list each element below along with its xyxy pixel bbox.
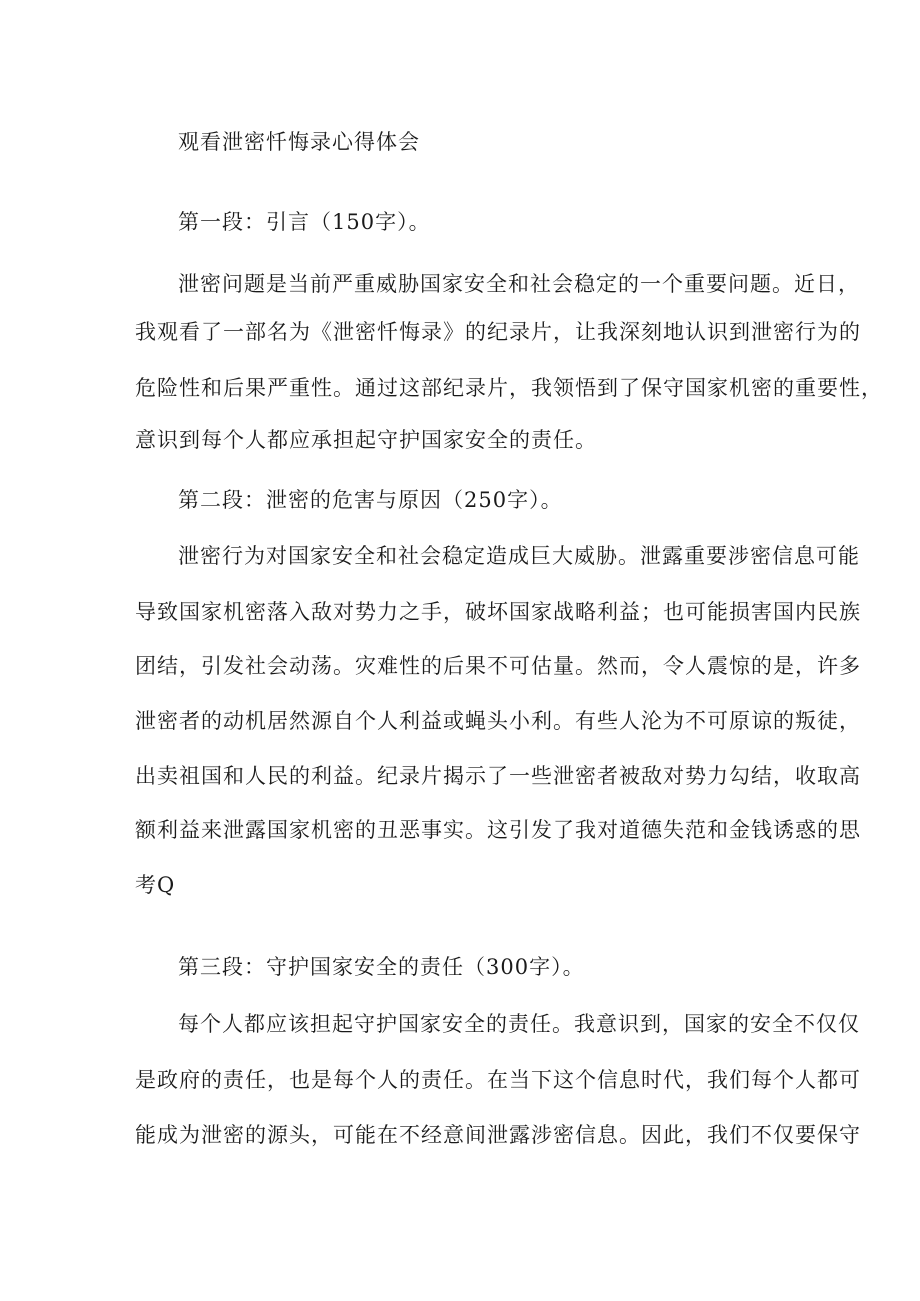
section-3-line-3: 能成为泄密的源头，可能在不经意间泄露涉密信息。因此，我们不仅要保守 bbox=[135, 1123, 861, 1147]
section-1-line-1: 泄密问题是当前严重威胁国家安全和社会稳定的一个重要问题。近日， bbox=[178, 272, 860, 296]
section-2-line-1: 泄密行为对国家安全和社会稳定造成巨大威胁。泄露重要涉密信息可能 bbox=[178, 544, 860, 568]
section-1-line-3: 危险性和后果严重性。通过这部纪录片，我领悟到了保守国家机密的重要性， bbox=[135, 376, 883, 400]
section-2-line-6: 额利益来泄露国家机密的丑恶事实。这引发了我对道德失范和金钱诱惑的思 bbox=[135, 818, 861, 842]
section-3-line-2: 是政府的责任，也是每个人的责任。在当下这个信息时代，我们每个人都可 bbox=[135, 1068, 861, 1092]
section-2-line-3: 团结，引发社会动荡。灾难性的后果不可估量。然而，令人震惊的是，许多 bbox=[135, 654, 861, 678]
section-2-line-5: 出卖祖国和人民的利益。纪录片揭示了一些泄密者被敌对势力勾结，收取高 bbox=[135, 764, 861, 788]
section-2-heading: 第二段：泄密的危害与原因（250字）。 bbox=[178, 488, 563, 512]
document-title: 观看泄密忏悔录心得体会 bbox=[178, 130, 420, 154]
section-2-line-7: 考Q bbox=[135, 873, 176, 897]
section-3-heading: 第三段：守护国家安全的责任（300字）。 bbox=[178, 955, 585, 979]
section-1-heading: 第一段：引言（150字）。 bbox=[178, 210, 431, 234]
section-2-line-2: 导致国家机密落入敌对势力之手，破坏国家战略利益；也可能损害国内民族 bbox=[135, 600, 861, 624]
section-3-line-1: 每个人都应该担起守护国家安全的责任。我意识到，国家的安全不仅仅 bbox=[178, 1012, 860, 1036]
section-1-line-2: 我观看了一部名为《泄密忏悔录》的纪录片，让我深刻地认识到泄密行为的 bbox=[135, 320, 861, 344]
section-1-line-4: 意识到每个人都应承担起守护国家安全的责任。 bbox=[135, 428, 597, 452]
section-2-line-4: 泄密者的动机居然源自个人利益或蝇头小利。有些人沦为不可原谅的叛徒， bbox=[135, 709, 861, 733]
